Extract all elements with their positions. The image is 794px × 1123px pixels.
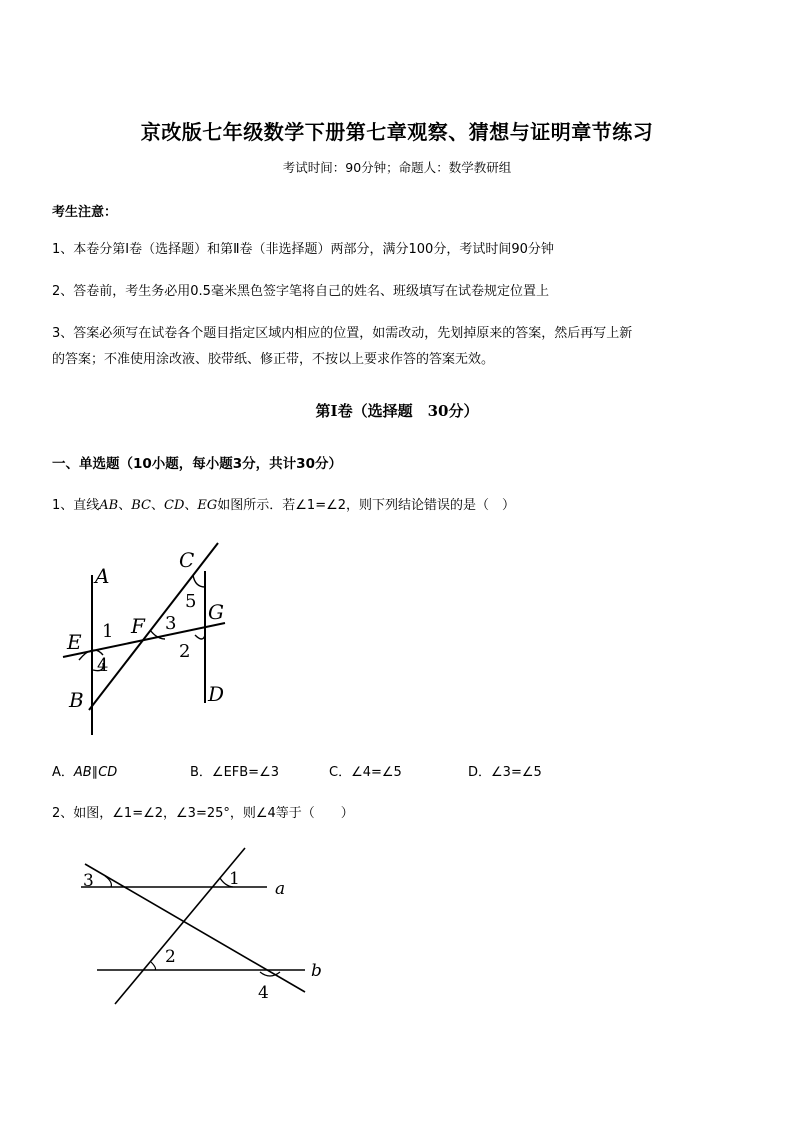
label-a: A	[95, 564, 110, 588]
part-heading: 一、单选题（10小题，每小题3分，共计30分）	[52, 456, 342, 472]
question-1-stem: 1、直线AB、BC、CD、EG如图所示．若∠1=∠2，则下列结论错误的是（ ）	[52, 498, 516, 513]
transversal-2	[115, 848, 245, 1004]
question-2-figure	[75, 840, 335, 1010]
exam-info: 考试时间：90分钟；命题人：数学教研组	[282, 160, 512, 175]
notice-item-3-cont: 的答案；不准使用涂改液、胶带纸、修正带，不按以上要求作答的答案无效。	[52, 352, 495, 367]
label-angle-3: 3	[165, 613, 177, 634]
label-angle-4: 4	[258, 983, 269, 1003]
question-2-stem: 2、如图，∠1=∠2，∠3=25°，则∠4等于（ ）	[52, 806, 354, 821]
angle-2-arc	[151, 962, 156, 970]
label-line-a: a	[275, 879, 286, 899]
label-angle-2: 2	[165, 947, 176, 967]
notice-item-2: 2、答卷前，考生务必用0.5毫米黑色签字笔将自己的姓名、班级填写在试卷规定位置上	[52, 284, 549, 299]
label-angle-4: 4	[97, 655, 109, 676]
page-title: 京改版七年级数学下册第七章观察、猜想与证明章节练习	[140, 120, 654, 144]
label-d: D	[208, 682, 225, 706]
option-b[interactable]: B．∠EFB=∠3	[190, 765, 280, 780]
label-angle-1: 1	[102, 621, 114, 642]
notice-item-1: 1、本卷分第Ⅰ卷（选择题）和第Ⅱ卷（非选择题）两部分，满分100分，考试时间90分钟	[52, 242, 554, 257]
angle-5-arc	[193, 575, 205, 587]
label-e: E	[67, 630, 82, 654]
notice-item-3: 3、答案必须写在试卷各个题目指定区域内相应的位置，如需改动，先划掉原来的答案，然后再写上新	[52, 326, 633, 341]
option-c[interactable]: C．∠4=∠5	[329, 765, 402, 780]
transversal-1	[85, 864, 305, 992]
angle-2-arc	[195, 635, 205, 639]
label-g: G	[208, 600, 224, 624]
label-angle-5: 5	[185, 591, 197, 612]
label-angle-2: 2	[179, 641, 191, 662]
notice-heading: 考生注意：	[52, 205, 118, 220]
label-b: B	[69, 688, 84, 712]
section-title: 第Ⅰ卷（选择题 30分）	[315, 402, 479, 420]
option-d[interactable]: D．∠3=∠5	[468, 765, 542, 780]
question-1-figure	[55, 535, 245, 745]
option-a[interactable]: A．AB∥CD	[52, 765, 118, 780]
label-line-b: b	[311, 961, 322, 981]
label-f: F	[131, 614, 145, 638]
label-angle-3: 3	[83, 871, 94, 891]
label-angle-1: 1	[229, 869, 240, 889]
label-c: C	[179, 548, 195, 572]
